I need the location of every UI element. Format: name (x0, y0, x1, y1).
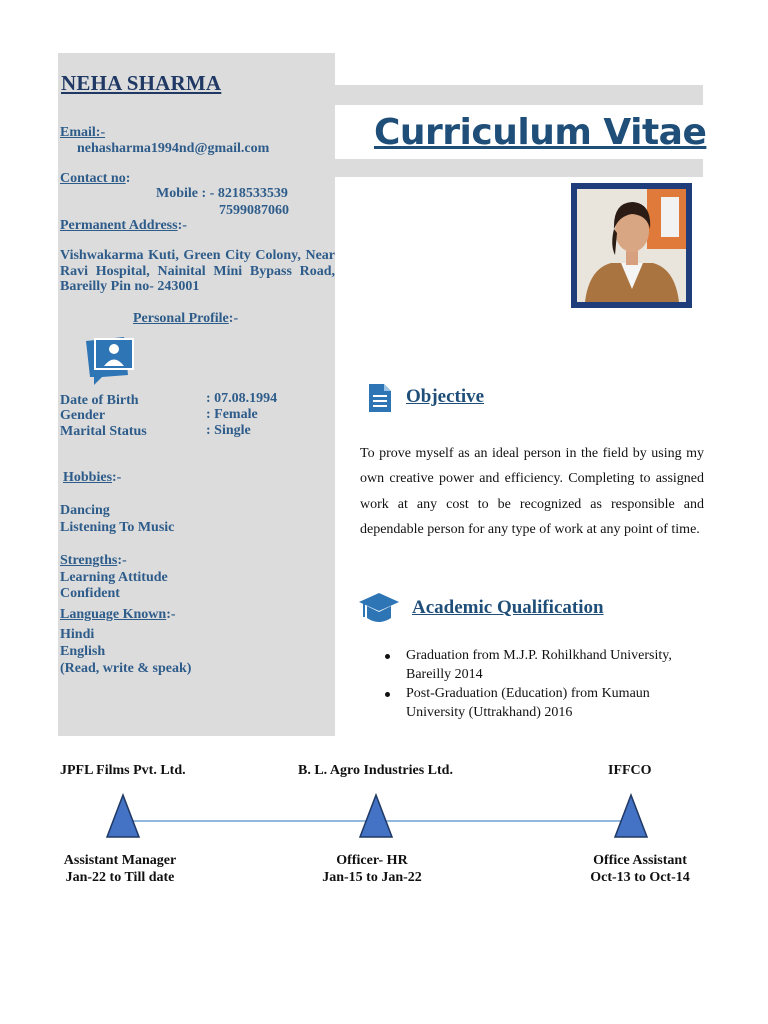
hobbies-label (63, 470, 121, 486)
experience-timeline (0, 788, 768, 844)
job-entry (302, 853, 442, 886)
hobbies-label-text: Hobbies (63, 470, 113, 485)
profile-photo (577, 189, 686, 302)
language-item: Hindi (60, 627, 95, 642)
company-name: IFFCO (608, 763, 652, 778)
company-name: JPFL Films Pvt. Ltd. (60, 763, 186, 778)
strengths-label-suffix: :- (117, 553, 127, 568)
profile-card-icon (80, 333, 136, 387)
strength-item: Confident (60, 586, 120, 601)
objective-heading: Objective (406, 386, 485, 407)
marital-status-label: Marital Status (60, 424, 147, 439)
job-period: Jan-15 to Jan-22 (322, 869, 422, 885)
job-period: Jan-22 to Till date (65, 869, 175, 885)
triangle-marker-icon (360, 795, 392, 837)
job-role: Assistant Manager (63, 853, 177, 868)
hobby-item: Dancing (60, 503, 110, 518)
personal-profile-label-suffix: :- (228, 311, 239, 326)
cv-title: Curriculum Vitae (374, 112, 707, 153)
personal-profile-label-text: Personal Profile (133, 311, 229, 326)
language-label (60, 607, 176, 623)
profile-photo-frame (571, 183, 692, 308)
graduation-cap-icon (358, 591, 400, 627)
strengths-label-text: Strengths (60, 553, 118, 568)
job-entry (570, 853, 710, 886)
dob-label: Date of Birth (60, 393, 139, 408)
qualification-item: Graduation from M.J.P. Rohilkhand University, Bareilly 2014 (385, 647, 705, 684)
job-period: Oct-13 to Oct-14 (590, 869, 690, 885)
qualification-list (385, 647, 705, 723)
job-role: Office Assistant (593, 853, 687, 868)
job-entry (50, 853, 190, 886)
strength-item: Learning Attitude (60, 570, 168, 585)
mobile-line-1: Mobile : - 8218533539 (156, 186, 288, 201)
hobbies-label-suffix: :- (112, 470, 122, 485)
language-label-suffix: :- (166, 607, 176, 622)
contact-label (60, 171, 130, 187)
dob-value: : 07.08.1994 (206, 391, 278, 406)
objective-text: To prove myself as an ideal person in the field by using my own creative power and efficiency. Completing to assigned work at any cost to be recognized as responsible and dependable person for any type of work at any point of time. (360, 446, 704, 537)
language-item: (Read, write & speak) (60, 661, 192, 676)
email-label: Email:- (60, 125, 106, 140)
gender-value: : Female (206, 407, 258, 422)
qualification-item: Post-Graduation (Education) from Kumaun University (Uttrakhand) 2016 (385, 685, 705, 722)
candidate-name: NEHA SHARMA (61, 71, 222, 95)
personal-profile-label (133, 311, 238, 327)
mobile-line-2: 7599087060 (219, 203, 289, 218)
contact-label-suffix: : (125, 171, 131, 186)
address-label-suffix: :- (177, 218, 187, 233)
contact-label-text: Contact no (60, 171, 126, 186)
email-value: nehasharma1994nd@gmail.com (77, 141, 270, 156)
document-icon (366, 383, 394, 413)
address-text: Vishwakarma Kuti, Green City Colony, Near Ravi Hospital, Nainital Mini Bypass Road, Bareilly Pin no- 243001 (60, 248, 335, 294)
gender-label: Gender (60, 408, 106, 423)
marital-status-value: : Single (206, 423, 251, 438)
job-role: Officer- HR (336, 853, 408, 868)
title-bar-bottom (335, 159, 703, 177)
title-bar-top (335, 85, 703, 105)
address-label (60, 218, 187, 234)
address-label-text: Permanent Address (60, 218, 178, 233)
strengths-label (60, 553, 127, 569)
triangle-marker-icon (615, 795, 647, 837)
triangle-marker-icon (107, 795, 139, 837)
company-name: B. L. Agro Industries Ltd. (298, 763, 453, 778)
language-item: English (60, 644, 106, 659)
language-label-text: Language Known (60, 607, 167, 622)
academic-heading: Academic Qualification (412, 597, 604, 618)
hobby-item: Listening To Music (60, 520, 175, 535)
